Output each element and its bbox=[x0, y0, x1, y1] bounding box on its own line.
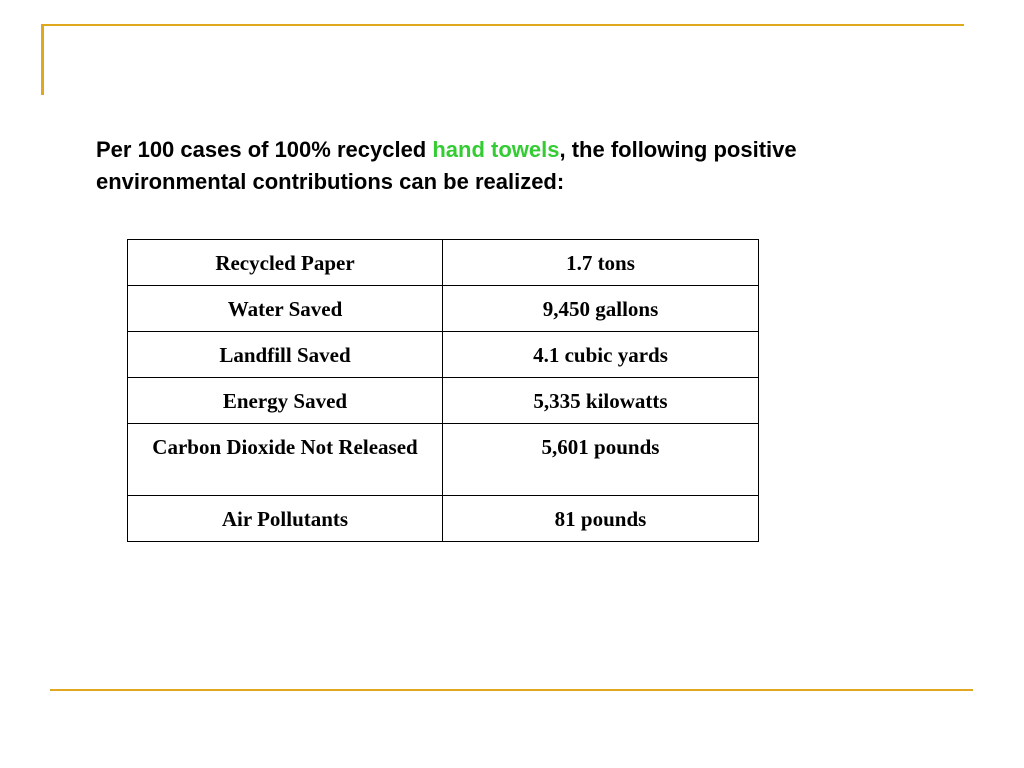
row-label: Air Pollutants bbox=[128, 496, 443, 542]
row-value: 5,335 kilowatts bbox=[443, 378, 759, 424]
intro-text-after: , the following positive environmental contributions can be realized: bbox=[96, 137, 797, 194]
row-value: 4.1 cubic yards bbox=[443, 332, 759, 378]
table-row bbox=[128, 424, 759, 496]
left-accent-line bbox=[41, 25, 44, 95]
table-row bbox=[128, 496, 759, 542]
row-label: Landfill Saved bbox=[128, 332, 443, 378]
table-row bbox=[128, 286, 759, 332]
row-value: 1.7 tons bbox=[443, 240, 759, 286]
table-row bbox=[128, 378, 759, 424]
table-row bbox=[128, 332, 759, 378]
row-value: 9,450 gallons bbox=[443, 286, 759, 332]
table-row bbox=[128, 240, 759, 286]
row-value: 5,601 pounds bbox=[443, 424, 759, 496]
row-label: Recycled Paper bbox=[128, 240, 443, 286]
intro-paragraph bbox=[96, 134, 856, 198]
bottom-accent-line bbox=[50, 689, 973, 691]
intro-highlight: hand towels bbox=[432, 137, 560, 162]
row-label: Energy Saved bbox=[128, 378, 443, 424]
intro-text-before: Per 100 cases of 100% recycled bbox=[96, 137, 433, 162]
row-value: 81 pounds bbox=[443, 496, 759, 542]
row-label: Carbon Dioxide Not Released bbox=[128, 424, 443, 496]
environmental-stats-table bbox=[127, 239, 759, 542]
row-label: Water Saved bbox=[128, 286, 443, 332]
top-accent-line bbox=[41, 24, 964, 26]
